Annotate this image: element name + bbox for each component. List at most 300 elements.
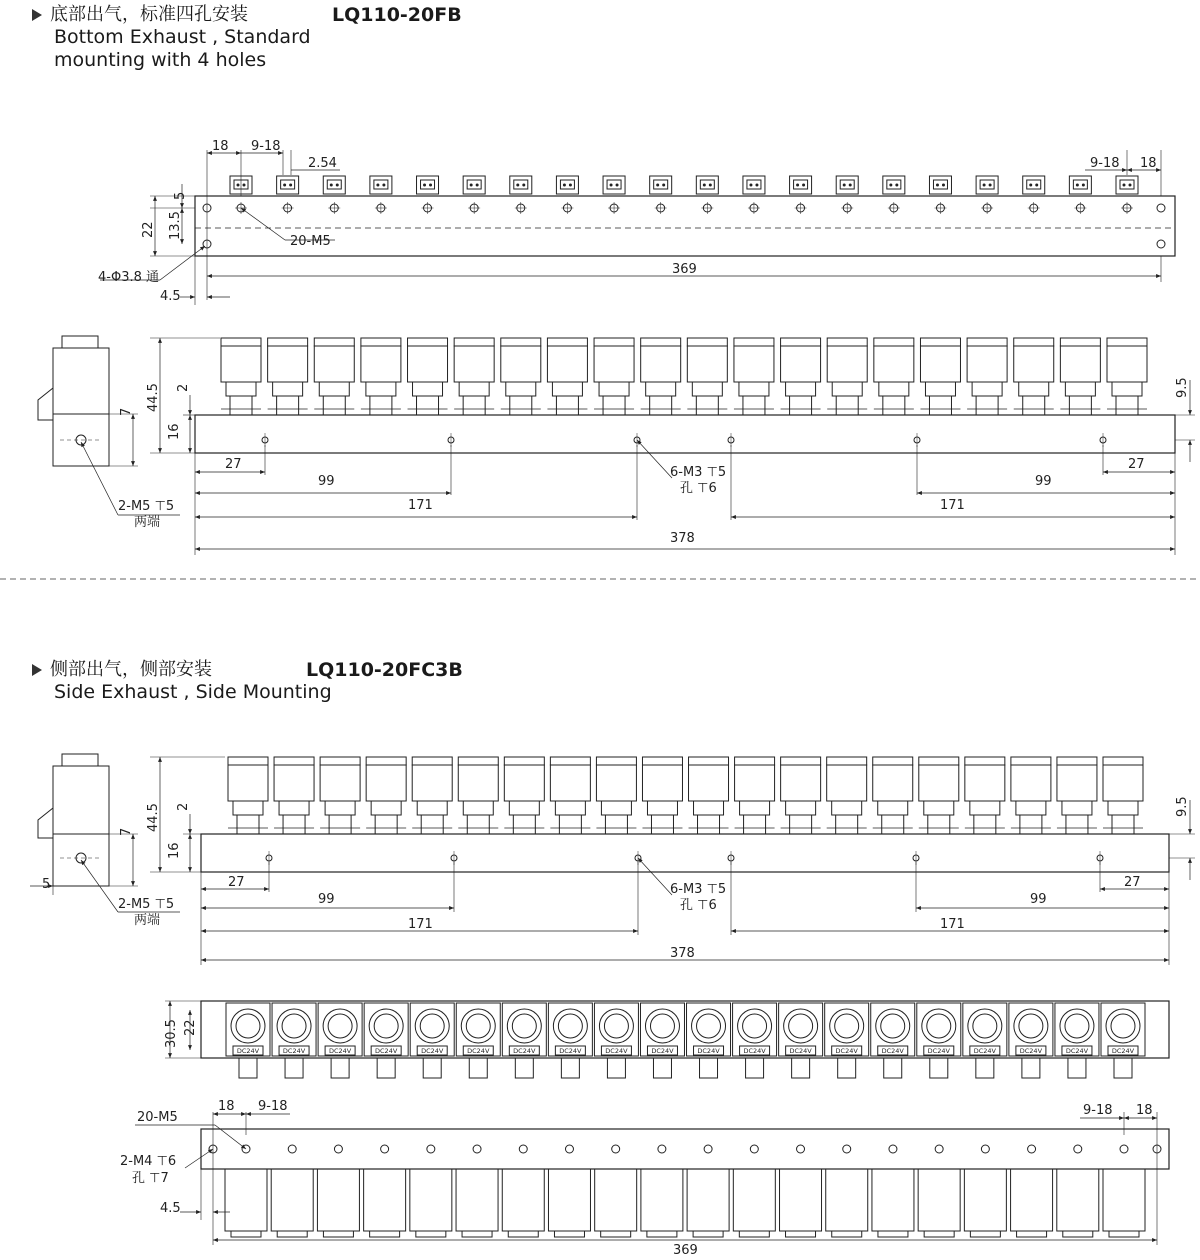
valve-coil [827, 765, 867, 801]
dim-label: 22 [141, 221, 156, 238]
valve-stem [370, 396, 392, 415]
valve-coil [642, 765, 682, 801]
valve-body [878, 801, 908, 815]
valve-body [1103, 1169, 1145, 1231]
valve-body [325, 801, 355, 815]
coil-label: DC24V [328, 1047, 352, 1055]
dim-label: 27 [228, 875, 245, 890]
dim-label: 99 [318, 474, 335, 489]
valve-coil [268, 346, 308, 382]
port-hole [1074, 1145, 1082, 1153]
valve-body [687, 1169, 729, 1231]
connector-housing [277, 176, 299, 194]
s2-bottom-manifold-body [201, 1129, 1169, 1169]
coil-outlet [515, 1058, 533, 1078]
section1-title-en-2: mounting with 4 holes [54, 49, 267, 71]
connector-socket [514, 180, 528, 189]
dim-label: 171 [408, 917, 433, 932]
s1-front-valves [221, 338, 1147, 415]
dim-label: 171 [940, 498, 965, 513]
connector-pin [703, 184, 705, 186]
valve-stem [329, 815, 351, 834]
connector-housing [743, 176, 765, 194]
valve-body [1112, 382, 1142, 396]
s1-front-dim-labels [118, 377, 1190, 546]
connector-socket [794, 180, 808, 189]
connector-socket [374, 180, 388, 189]
connector-pin [750, 184, 752, 186]
connector-pin [1123, 184, 1125, 186]
port-hole [334, 1145, 342, 1153]
port-hole [750, 1145, 758, 1153]
dim-label: 13.5 [168, 211, 183, 240]
valve-coil [454, 346, 494, 382]
dim-label: 2.54 [308, 156, 337, 171]
valve-stem [790, 396, 812, 415]
dim-label: 18 [1136, 1103, 1153, 1118]
valve-stem [1066, 815, 1088, 834]
valve-cap [786, 1231, 816, 1237]
valve-coil [547, 346, 587, 382]
dim-label: 20-M5 [290, 234, 331, 249]
valve-stem [929, 396, 951, 415]
valve-body [786, 801, 816, 815]
valve-coil-top [827, 338, 867, 346]
connector-housing [463, 176, 485, 194]
coil-inner-ring [328, 1014, 352, 1038]
port-hole [981, 1145, 989, 1153]
coil-inner-ring [420, 1014, 444, 1038]
valve-stem [375, 815, 397, 834]
coil-inner-ring [927, 1014, 951, 1038]
coil-label: DC24V [789, 1047, 812, 1055]
valve-body [548, 1169, 590, 1231]
coil-inner-ring [789, 1014, 813, 1038]
valve-coil-top [735, 757, 775, 765]
connector-socket [887, 180, 901, 189]
valve-body [555, 801, 585, 815]
dim-label: 378 [670, 531, 695, 546]
valve-body [1108, 801, 1138, 815]
valve-coil [1011, 765, 1051, 801]
connector-pin [1129, 184, 1131, 186]
valve-body [1011, 1169, 1053, 1231]
section2-title-en: Side Exhaust , Side Mounting [54, 681, 332, 703]
valve-coil-top [734, 338, 774, 346]
valve-coil [1060, 346, 1100, 382]
connector-socket [1120, 180, 1134, 189]
connector-socket [281, 180, 295, 189]
connector-housing [836, 176, 858, 194]
valve-body [641, 1169, 683, 1231]
s2-front-manifold-body [201, 834, 1169, 872]
valve-coil-top [596, 757, 636, 765]
valve-body [879, 382, 909, 396]
valve-coil-top [641, 338, 681, 346]
valve-coil [734, 346, 774, 382]
valve-coil-top [314, 338, 354, 346]
dim-label: 5 [173, 191, 188, 200]
dim-label: 369 [672, 262, 697, 277]
coil-label: DC24V [743, 1047, 766, 1055]
valve-body [1062, 801, 1092, 815]
valve-coil [874, 346, 914, 382]
valve-body [786, 382, 816, 396]
coil-outlet [1068, 1058, 1086, 1078]
valve-stem [463, 396, 485, 415]
valve-body [733, 1169, 775, 1231]
valve-stem [559, 815, 581, 834]
valve-coil [366, 765, 406, 801]
connector-pin [290, 184, 292, 186]
coil-outlet [1114, 1058, 1132, 1078]
valve-body [964, 1169, 1006, 1231]
section1-model: LQ110-20FB [332, 4, 462, 26]
valve-coil [596, 765, 636, 801]
valve-body [972, 382, 1002, 396]
connector-socket [327, 180, 341, 189]
valve-body [317, 1169, 359, 1231]
valve-cap [416, 1231, 446, 1237]
dim-label: 44.5 [146, 383, 161, 412]
connector-housing [417, 176, 439, 194]
valve-body [463, 801, 493, 815]
dim-label: 7 [119, 407, 134, 416]
port-hole [704, 1145, 712, 1153]
valve-body [225, 1169, 267, 1231]
s1-top-manifold-body [195, 196, 1175, 256]
valve-body [832, 382, 862, 396]
valve-coil [1107, 346, 1147, 382]
valve-stem [1069, 396, 1091, 415]
valve-stem [605, 815, 627, 834]
valve-cap [739, 1231, 769, 1237]
valve-coil-top [965, 757, 1005, 765]
dim-label: 9.5 [1175, 796, 1190, 817]
valve-body [599, 382, 629, 396]
valve-coil-top [228, 757, 268, 765]
coil-outlet [377, 1058, 395, 1078]
valve-body [1019, 382, 1049, 396]
valve-coil-top [781, 338, 821, 346]
valve-stem [1020, 815, 1042, 834]
coil-label: DC24V [697, 1047, 720, 1055]
connector-housing [1116, 176, 1138, 194]
valve-stem [513, 815, 535, 834]
valve-cap [323, 1231, 353, 1237]
dim-label: 99 [1035, 474, 1052, 489]
coil-outlet [607, 1058, 625, 1078]
valve-coil-top [1011, 757, 1051, 765]
valve-cap [924, 1231, 954, 1237]
valve-coil-top [274, 757, 314, 765]
connector-housing [883, 176, 905, 194]
valve-stem [603, 396, 625, 415]
valve-stem [974, 815, 996, 834]
coil-outlet [469, 1058, 487, 1078]
valve-coil [967, 346, 1007, 382]
valve-coil [501, 346, 541, 382]
dim-label: 2-M5 ⊤5 [118, 499, 175, 514]
connector-pin [1036, 184, 1038, 186]
dim-label: 4-Φ3.8 通 [98, 270, 160, 285]
connector-socket [840, 180, 854, 189]
valve-stem [698, 815, 720, 834]
valve-stem [790, 815, 812, 834]
coil-cap [62, 754, 98, 766]
port-hole [427, 1145, 435, 1153]
dim-label: 18 [1140, 156, 1157, 171]
valve-stem [836, 815, 858, 834]
valve-coil [781, 346, 821, 382]
valve-coil-top [1107, 338, 1147, 346]
s2-top-dim-labels [164, 1019, 198, 1048]
coil-outlet [700, 1058, 718, 1078]
dim-label: 171 [408, 498, 433, 513]
valve-coil-top [504, 757, 544, 765]
valve-body [366, 382, 396, 396]
valve-coil-top [366, 757, 406, 765]
dim-label: 4.5 [160, 289, 181, 304]
dim-label: 2 [176, 802, 191, 811]
dim-label: 30.5 [164, 1019, 179, 1048]
s2-front-view [150, 757, 1195, 965]
valve-body [970, 801, 1000, 815]
connector-pin [476, 184, 478, 186]
connector-socket [560, 180, 574, 189]
valve-stem [696, 396, 718, 415]
valve-coil-top [361, 338, 401, 346]
dim-label: 9-18 [1083, 1103, 1113, 1118]
connector-socket [1073, 180, 1087, 189]
valve-body [780, 1169, 822, 1231]
coil-inner-ring [1065, 1014, 1089, 1038]
dim-label: 99 [318, 892, 335, 907]
dim-label: 18 [218, 1099, 235, 1114]
valve-coil-top [1014, 338, 1054, 346]
valve-stem [421, 815, 443, 834]
connector-housing [1023, 176, 1045, 194]
coil-inner-ring [374, 1014, 398, 1038]
coil-label: DC24V [605, 1047, 628, 1055]
connector-socket [933, 180, 947, 189]
connector-pin [942, 184, 944, 186]
valve-cap [554, 1231, 584, 1237]
coil-outlet [561, 1058, 579, 1078]
valve-coil-top [687, 338, 727, 346]
valve-coil [594, 346, 634, 382]
valve-stem [283, 815, 305, 834]
coil-inner-ring [282, 1014, 306, 1038]
coil-label: DC24V [421, 1047, 444, 1055]
connector-housing [976, 176, 998, 194]
valve-body [226, 382, 256, 396]
valve-stem [1023, 396, 1045, 415]
valve-coil [221, 346, 261, 382]
connector-housing [1069, 176, 1091, 194]
valve-coil-top [642, 757, 682, 765]
mount-hole [1157, 240, 1165, 248]
connector-pin [936, 184, 938, 186]
valve-stem [976, 396, 998, 415]
valve-coil [504, 765, 544, 801]
valve-coil [1014, 346, 1054, 382]
valve-cap [693, 1231, 723, 1237]
port-hole [889, 1145, 897, 1153]
connector-socket [747, 180, 761, 189]
connector-housing [370, 176, 392, 194]
connector-pin [709, 184, 711, 186]
connector-pin [610, 184, 612, 186]
s1-front-manifold-body [195, 415, 1175, 453]
valve-body [413, 382, 443, 396]
port-hole [797, 1145, 805, 1153]
coil-inner-ring [236, 1014, 260, 1038]
s1-side-view [38, 336, 180, 515]
valve-stem [882, 815, 904, 834]
valve-body [552, 382, 582, 396]
coil-outlet [331, 1058, 349, 1078]
valve-body [646, 382, 676, 396]
valve-stem [277, 396, 299, 415]
valve-coil-top [408, 338, 448, 346]
connector-socket [467, 180, 481, 189]
valve-body [601, 801, 631, 815]
coil-inner-ring [512, 1014, 536, 1038]
valve-stem [1116, 396, 1138, 415]
section1-title-zh: 底部出气，标准四孔安装 [50, 4, 248, 25]
dim-label: 6-M3 ⊤5 [670, 465, 727, 480]
dim-label: 27 [1128, 457, 1145, 472]
valve-body [271, 1169, 313, 1231]
s1-top-ports [235, 202, 1133, 214]
coil-label: DC24V [973, 1047, 996, 1055]
coil-label: DC24V [236, 1047, 260, 1055]
dim-label: 4.5 [160, 1201, 181, 1216]
coil-cap [62, 336, 98, 348]
valve-coil [920, 346, 960, 382]
dim-label: 27 [225, 457, 242, 472]
coil-label: DC24V [881, 1047, 904, 1055]
valve-cap [1063, 1231, 1093, 1237]
coil-inner-ring [466, 1014, 490, 1038]
valve-body [417, 801, 447, 815]
coil-outlet [884, 1058, 902, 1078]
connector-pin [563, 184, 565, 186]
section1-title-en-1: Bottom Exhaust , Standard [54, 26, 311, 48]
valve-cap [970, 1231, 1000, 1237]
connector-pin [523, 184, 525, 186]
coil-inner-ring [558, 1014, 582, 1038]
port-hole [1028, 1145, 1036, 1153]
valve-coil-top [874, 338, 914, 346]
valve-coil-top [967, 338, 1007, 346]
s1-top-dim-labels [98, 139, 1157, 304]
dim-label: 2-M4 ⊤6 [120, 1154, 177, 1169]
valve-coil-top [1060, 338, 1100, 346]
valve-coil-top [412, 757, 452, 765]
valve-body [647, 801, 677, 815]
valve-coil-top [221, 338, 261, 346]
valve-stem [467, 815, 489, 834]
valve-stem [237, 815, 259, 834]
connector-pin [243, 184, 245, 186]
coil-inner-ring [650, 1014, 674, 1038]
connector-pin [989, 184, 991, 186]
coil-label: DC24V [927, 1047, 950, 1055]
connector-pin [383, 184, 385, 186]
coil-label: DC24V [513, 1047, 536, 1055]
s2-side-view [30, 754, 180, 912]
valve-body [739, 382, 769, 396]
port-hole [843, 1145, 851, 1153]
valve-coil-top [781, 757, 821, 765]
valve-stem [744, 815, 766, 834]
coil-inner-ring [881, 1014, 905, 1038]
port-hole [565, 1145, 573, 1153]
connector-pin [470, 184, 472, 186]
connector-pin [657, 184, 659, 186]
dim-label: 6-M3 ⊤5 [670, 882, 727, 897]
valve-coil-top [1057, 757, 1097, 765]
connector-pin [336, 184, 338, 186]
s1-top-connectors [230, 176, 1138, 194]
valve-coil-top [547, 338, 587, 346]
section2-title-zh: 侧部出气，侧部安装 [50, 659, 212, 680]
valve-coil [919, 765, 959, 801]
valve-cap [462, 1231, 492, 1237]
coil-label: DC24V [835, 1047, 858, 1055]
valve-cap [832, 1231, 862, 1237]
valve-coil [361, 346, 401, 382]
dim-label: 孔 ⊤7 [132, 1171, 169, 1186]
valve-cap [1109, 1231, 1139, 1237]
coil-outlet [746, 1058, 764, 1078]
coil-outlet [239, 1058, 257, 1078]
connector-housing [603, 176, 625, 194]
dim-label: 两端 [134, 515, 161, 530]
valve-coil [412, 765, 452, 801]
valve-cap [878, 1231, 908, 1237]
valve-body [279, 801, 309, 815]
valve-stem [323, 396, 345, 415]
coil-label: DC24V [1065, 1047, 1089, 1055]
valve-coil [689, 765, 729, 801]
coil-outlet [838, 1058, 856, 1078]
connector-pin [616, 184, 618, 186]
s1-front-holes [262, 433, 1106, 447]
dim-label: 2 [176, 383, 191, 392]
dim-label: 22 [183, 1019, 198, 1036]
valve-coil [314, 346, 354, 382]
coil-label: DC24V [559, 1047, 582, 1055]
valve-coil-top [919, 757, 959, 765]
valve-coil-top [501, 338, 541, 346]
connector-pin [797, 184, 799, 186]
valve-body [1065, 382, 1095, 396]
s2-top-coils [226, 1003, 1145, 1078]
valve-coil [873, 765, 913, 801]
dim-label: 孔 ⊤6 [680, 898, 717, 913]
mount-hole [1157, 204, 1165, 212]
connector-housing [790, 176, 812, 194]
port-hole [1120, 1145, 1128, 1153]
valve-stem [836, 396, 858, 415]
s1-mount-holes [203, 204, 1165, 248]
valve-cap [277, 1231, 307, 1237]
coil-label: DC24V [1111, 1047, 1135, 1055]
valve-coil [641, 346, 681, 382]
